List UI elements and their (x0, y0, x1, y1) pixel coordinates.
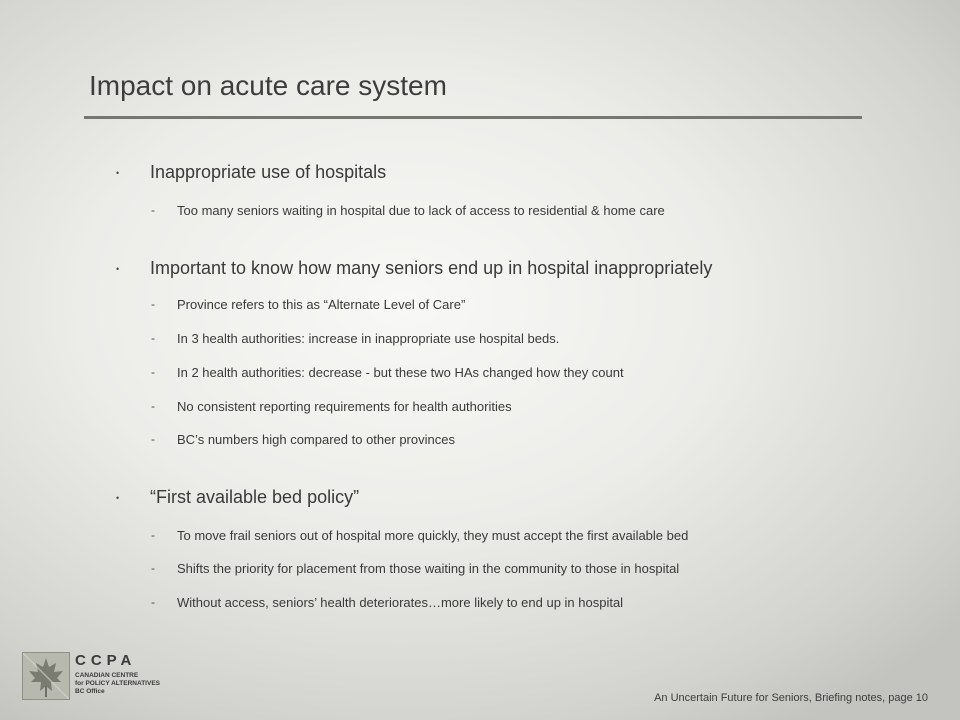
logo-line-1: CANADIAN CENTRE (75, 672, 139, 679)
list-item: Without access, seniors’ health deteriorates…more likely to end up in hospital (177, 595, 624, 610)
list-item: BC’s numbers high compared to other provinces (177, 432, 455, 447)
list-item: To move frail seniors out of hospital more quickly, they must accept the first available bed (177, 528, 689, 543)
footer-text: An Uncertain Future for Seniors, Briefing notes, page 10 (654, 692, 928, 704)
dash-icon: - (151, 528, 155, 542)
dash-icon: - (151, 432, 155, 446)
list-item: In 3 health authorities: increase in inappropriate use hospital beds. (177, 331, 560, 346)
list-item: Too many seniors waiting in hospital due to lack of access to residential & home care (177, 203, 665, 218)
dash-icon: - (151, 203, 155, 217)
dash-icon: - (151, 297, 155, 311)
logo-line-3: BC Office (75, 688, 105, 695)
section-heading: Important to know how many seniors end up in hospital inappropriately (150, 258, 713, 278)
dash-icon: - (151, 561, 155, 575)
logo-line-2: for POLICY ALTERNATIVES (75, 680, 160, 687)
list-item: Province refers to this as “Alternate Level of Care” (177, 297, 466, 312)
section-heading: “First available bed policy” (150, 487, 360, 507)
dash-icon: - (151, 399, 155, 413)
maple-leaf-icon (22, 652, 70, 700)
logo-acronym: CCPA (75, 652, 137, 669)
bullet-icon: • (116, 493, 120, 503)
slide-title: Impact on acute care system (89, 70, 447, 101)
dash-icon: - (151, 331, 155, 345)
list-item: Shifts the priority for placement from those waiting in the community to those in hospital (177, 561, 680, 576)
ccpa-logo (22, 652, 162, 702)
section-heading: Inappropriate use of hospitals (150, 162, 387, 182)
dash-icon: - (151, 365, 155, 379)
dash-icon: - (151, 595, 155, 609)
bullet-icon: • (116, 264, 120, 274)
list-item: No consistent reporting requirements for health authorities (177, 399, 512, 414)
bullet-icon: • (116, 168, 120, 178)
title-underline (84, 116, 862, 119)
list-item: In 2 health authorities: decrease - but these two HAs changed how they count (177, 365, 624, 380)
